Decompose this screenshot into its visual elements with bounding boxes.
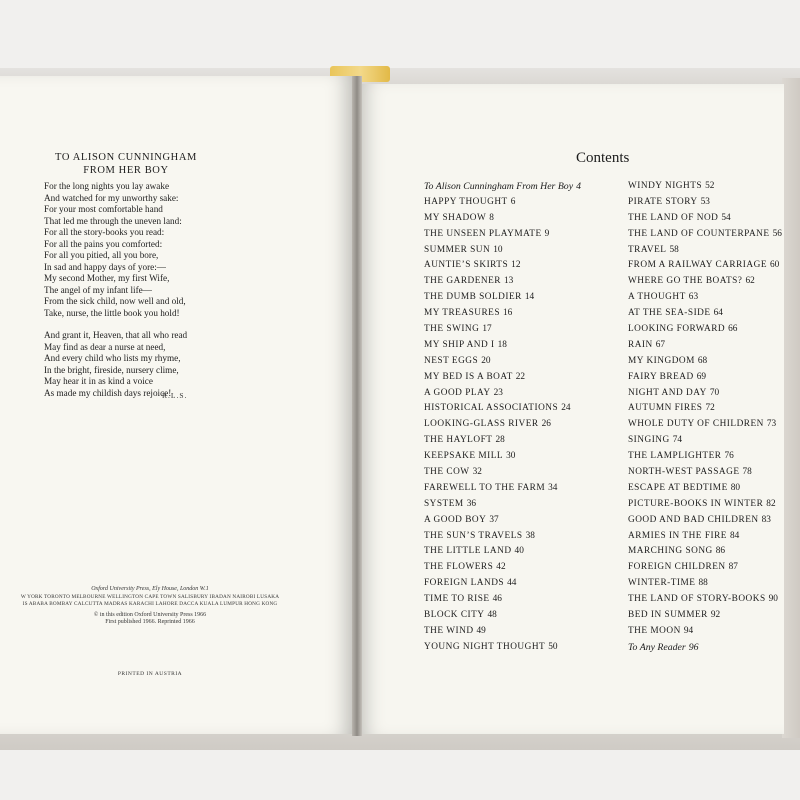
contents-entry [424, 290, 581, 306]
contents-entry-page: 63 [688, 292, 699, 303]
contents-entry [424, 544, 581, 560]
contents-entry [628, 354, 782, 370]
contents-entry-page: 88 [698, 578, 708, 589]
contents-entry [424, 195, 581, 211]
contents-title: Contents [576, 150, 630, 166]
contents-entry [628, 560, 782, 576]
contents-entry-title: MY SHIP AND I [424, 339, 495, 350]
published-line: First published 1966. Reprinted 1966 [105, 619, 195, 626]
contents-entry [424, 624, 581, 640]
contents-entry-title: WHOLE DUTY OF CHILDREN [628, 419, 764, 430]
dedication-heading [46, 151, 206, 177]
contents-entry-page: 87 [728, 562, 738, 573]
contents-entry-page: 56 [772, 228, 782, 239]
contents-entry-page: 68 [697, 355, 708, 366]
poem-line: Take, nurse, the little book you hold! [44, 307, 180, 318]
contents-entry-title: MARCHING SONG [628, 546, 713, 557]
contents-entry [424, 640, 581, 656]
contents-entry-page: 53 [700, 196, 710, 207]
contents-entry [424, 401, 581, 417]
contents-entry-title: THE SWING [424, 324, 480, 335]
contents-entry [628, 592, 782, 608]
contents-entry-page: 84 [729, 530, 740, 541]
contents-entry-page: 14 [524, 292, 535, 303]
contents-entry-page: 80 [730, 482, 741, 493]
contents-entry [424, 306, 581, 322]
poem-line: For your most comfortable hand [44, 204, 163, 214]
contents-entry-title: BED IN SUMMER [628, 610, 708, 621]
contents-entry [424, 560, 581, 576]
contents-entry-page: 38 [525, 530, 535, 541]
poem-line: In the bright, fireside, nursery clime, [44, 364, 179, 375]
publisher-imprint [0, 586, 300, 627]
contents-entry [628, 338, 782, 354]
dedication-heading-line: FROM HER BOY [83, 165, 169, 176]
contents-entry [424, 433, 581, 449]
poem-line: And every child who lists my rhyme, [44, 353, 181, 363]
contents-entry-title: PICTURE-BOOKS IN WINTER [628, 498, 764, 509]
contents-entry-page: 42 [496, 562, 506, 573]
contents-entry [628, 306, 782, 322]
contents-entry [628, 576, 782, 592]
contents-entry [424, 370, 581, 386]
contents-entry [424, 243, 581, 259]
contents-entry-title: MY SHADOW [424, 212, 487, 223]
contents-entry-title: THE GARDENER [424, 276, 502, 287]
contents-entry-title: THE MOON [628, 625, 681, 636]
contents-entry-title: WINTER-TIME [628, 578, 696, 589]
contents-entry-title: THE LAND OF COUNTERPANE [628, 228, 770, 239]
contents-entry-title: THE HAYLOFT [424, 435, 493, 446]
contents-entry-page: 66 [728, 324, 738, 335]
contents-entry-page: 96 [688, 641, 699, 653]
poem-line: May hear it in as kind a voice [44, 376, 153, 386]
publisher-line: Oxford University Press, Ely House, London W.1 [91, 586, 209, 592]
contents-entry-title: GOOD AND BAD CHILDREN [628, 514, 759, 525]
contents-entry-page: 4 [576, 181, 581, 192]
copyright-line: © in this edition Oxford University Press 1966 [93, 611, 207, 618]
contents-entry [628, 497, 782, 513]
contents-entry-page: 58 [669, 244, 679, 255]
contents-entry-page: 92 [710, 610, 721, 621]
contents-entry-page: 52 [705, 181, 715, 191]
contents-entry [424, 481, 581, 497]
poem-line: And grant it, Heaven, that all who read [44, 330, 188, 340]
contents-entry-title: THE WIND [424, 625, 474, 636]
contents-entry [628, 513, 782, 529]
contents-entry-page: 37 [489, 514, 499, 525]
contents-entry-title: SUMMER SUN [424, 244, 491, 255]
contents-entry-title: AUNTIE’S SKIRTS [424, 260, 509, 271]
contents-entry [628, 211, 782, 227]
contents-entry-page: 34 [548, 482, 558, 493]
contents-entry-page: 54 [721, 212, 731, 223]
contents-entry-page: 76 [724, 451, 734, 462]
contents-entry-title: BLOCK CITY [424, 610, 485, 621]
contents-entry-title: THE LAND OF NOD [628, 212, 719, 223]
poem-line: For all the pains you comforted: [44, 238, 163, 249]
contents-entry-title: PIRATE STORY [628, 196, 698, 207]
contents-entry-page: 32 [472, 467, 482, 478]
contents-entry [424, 608, 581, 624]
contents-entry [628, 529, 782, 545]
contents-entry-page: 16 [503, 308, 513, 319]
contents-entry-page: 64 [713, 308, 723, 319]
contents-entry-title: ARMIES IN THE FIRE [628, 530, 727, 541]
contents-entry-page: 49 [476, 625, 486, 636]
book-gutter [352, 76, 362, 736]
contents-entry [424, 354, 581, 370]
contents-entry [628, 386, 782, 402]
contents-entry [424, 529, 581, 545]
dedication-heading-line: TO ALISON CUNNINGHAM [55, 152, 197, 163]
poem-line: From the sick child, now well and old, [44, 296, 186, 306]
contents-entry-title: WHERE GO THE BOATS? [628, 276, 743, 287]
contents-entry-title: MY KINGDOM [628, 355, 695, 366]
contents-entry [628, 433, 782, 449]
poem-line: May find as dear a nurse at need, [44, 341, 166, 352]
contents-entry-page: 18 [497, 339, 507, 350]
contents-entry-page: 48 [487, 610, 497, 621]
poem-line: For all you pitied, all you bore, [44, 250, 159, 260]
poem-line: In sad and happy days of yore:— [44, 261, 166, 272]
contents-entry-title: THE LAND OF STORY-BOOKS [628, 594, 766, 605]
contents-entry-page: 22 [515, 371, 526, 382]
poem-stanza [44, 181, 187, 319]
contents-entry [424, 497, 581, 513]
contents-entry-page: 70 [709, 387, 720, 398]
contents-entry-page: 60 [770, 260, 780, 271]
contents-entry [424, 227, 581, 243]
contents-entry-page: 72 [705, 403, 715, 414]
contents-entry-title: AT THE SEA-SIDE [628, 308, 711, 319]
contents-entry [628, 322, 782, 338]
contents-entry-page: 23 [493, 387, 503, 398]
contents-entry-page: 73 [766, 419, 777, 430]
contents-entry-title: NEST EGGS [424, 355, 479, 366]
contents-entry-page: 62 [745, 276, 755, 287]
contents-entry-title: KEEPSAKE MILL [424, 451, 504, 462]
contents-entry [628, 290, 782, 306]
contents-entry-title: FOREIGN CHILDREN [628, 562, 726, 573]
contents-entry-page: 8 [489, 212, 494, 223]
poem-line: My second Mother, my first Wife, [44, 273, 170, 283]
contents-entry-title: MY BED IS A BOAT [424, 371, 513, 382]
contents-entry [424, 322, 581, 338]
contents-column-left [424, 179, 581, 656]
contents-entry-title: RAIN [628, 339, 653, 350]
contents-entry [628, 640, 782, 656]
contents-entry [424, 274, 581, 290]
contents-entry-title: A GOOD PLAY [424, 387, 491, 398]
contents-entry-page: 82 [766, 498, 776, 509]
contents-entry-title: THE LITTLE LAND [424, 546, 512, 557]
contents-entry-title: MY TREASURES [424, 308, 500, 319]
contents-entry-title: WINDY NIGHTS [628, 181, 703, 191]
contents-entry-title: FROM A RAILWAY CARRIAGE [628, 260, 768, 271]
poem-line: And watched for my unworthy sake: [44, 192, 179, 203]
contents-entry-page: 17 [482, 324, 492, 335]
contents-entry [628, 227, 782, 243]
contents-entry-title: FOREIGN LANDS [424, 578, 505, 589]
contents-entry-page: 24 [561, 403, 571, 414]
contents-entry [424, 513, 581, 529]
contents-entry [424, 211, 581, 227]
poem-line: For the long nights you lay awake [44, 181, 170, 191]
contents-entry-page: 67 [655, 339, 666, 350]
contents-entry-page: 12 [511, 260, 521, 271]
contents-entry-page: 86 [715, 546, 726, 557]
contents-entry-page: 26 [541, 419, 551, 430]
contents-entry-page: 50 [548, 641, 558, 652]
contents-entry-page: 90 [768, 594, 778, 605]
cities-line: IS ABABA BOMBAY CALCUTTA MADRAS KARACHI LAHORE DACCA KUALA LUMPUR HONG KONG [22, 601, 278, 608]
contents-entry-title: YOUNG NIGHT THOUGHT [424, 641, 546, 652]
contents-column-right [628, 179, 782, 656]
contents-entry [628, 481, 782, 497]
contents-entry [628, 417, 782, 433]
contents-entry-title: THE COW [424, 467, 470, 478]
contents-entry-title: NIGHT AND DAY [628, 387, 707, 398]
cities-line: W YORK TORONTO MELBOURNE WELLINGTON CAPE TOWN SALISBURY IBADAN NAIROBI LUSAKA [20, 593, 280, 600]
contents-entry [628, 370, 782, 386]
contents-entry-page: 13 [504, 276, 514, 287]
contents-entry [628, 179, 782, 195]
contents-entry-title: LOOKING FORWARD [628, 324, 726, 335]
contents-entry-title: THE LAMPLIGHTER [628, 451, 722, 462]
contents-entry [628, 608, 782, 624]
contents-entry [628, 624, 782, 640]
contents-entry-title: HAPPY THOUGHT [424, 196, 508, 207]
poem-line: For all the story-books you read: [44, 227, 165, 237]
contents-entry-page: 10 [493, 244, 503, 255]
contents-entry-page: 46 [492, 594, 502, 605]
poem-line: The angel of my infant life— [44, 284, 152, 295]
contents-entry [628, 544, 782, 560]
contents-entry-title: FAREWELL TO THE FARM [424, 482, 546, 493]
contents-entry-title: TIME TO RISE [424, 594, 490, 605]
contents-entry-page: 83 [761, 514, 771, 525]
contents-entry-title: To Alison Cunningham From Her Boy [424, 181, 574, 192]
contents-entry [628, 243, 782, 259]
contents-entry-title: A THOUGHT [628, 292, 686, 303]
contents-entry-title: HISTORICAL ASSOCIATIONS [424, 403, 559, 414]
book-cover-right-edge [782, 78, 800, 738]
contents-entry-title: THE SUN’S TRAVELS [424, 530, 523, 541]
signature-initials: R.L.S. [162, 391, 188, 400]
contents-entry-page: 69 [696, 371, 706, 382]
contents-entry-page: 40 [514, 546, 524, 557]
contents-entry-title: AUTUMN FIRES [628, 403, 703, 414]
contents-entry [424, 338, 581, 354]
contents-entry [424, 417, 581, 433]
contents-entry [628, 195, 782, 211]
contents-entry-page: 28 [495, 435, 505, 446]
contents-entry-title: LOOKING-GLASS RIVER [424, 419, 539, 430]
contents-entry-page: 6 [510, 196, 516, 207]
poem-line: As made my childish days rejoice! [44, 387, 172, 398]
contents-entry [628, 449, 782, 465]
contents-entry [424, 592, 581, 608]
contents-entry-title: THE DUMB SOLDIER [424, 292, 522, 303]
contents-entry-title: ESCAPE AT BEDTIME [628, 482, 728, 493]
contents-entry-page: 20 [481, 355, 491, 366]
contents-entry-page: 36 [466, 498, 476, 509]
contents-entry-page: 9 [544, 228, 550, 239]
contents-entry-title: SINGING [628, 435, 670, 446]
contents-entry [628, 258, 782, 274]
printed-in-line: PRINTED IN AUSTRIA [117, 671, 183, 677]
contents-entry-page: 44 [507, 578, 517, 589]
contents-entry [424, 386, 581, 402]
contents-entry [424, 465, 581, 481]
contents-entry [424, 576, 581, 592]
contents-entry-page: 78 [742, 467, 752, 478]
contents-entry-page: 94 [683, 625, 694, 636]
poem-line: That led me through the uneven land: [44, 215, 182, 226]
contents-entry-title: SYSTEM [424, 498, 464, 509]
dedication-poem [44, 181, 187, 410]
poem-stanza [44, 330, 187, 399]
contents-entry-title: THE FLOWERS [424, 562, 494, 573]
contents-entry [424, 449, 581, 465]
contents-entry [628, 401, 782, 417]
contents-entry [628, 465, 782, 481]
contents-entry [628, 274, 782, 290]
contents-entry-page: 74 [672, 435, 683, 446]
contents-entry-title: TRAVEL [628, 244, 667, 255]
contents-entry-title: THE UNSEEN PLAYMATE [424, 228, 542, 239]
contents-entry-title: FAIRY BREAD [628, 371, 694, 382]
contents-entry-page: 30 [506, 451, 516, 462]
contents-entry-title: To Any Reader [628, 641, 686, 653]
contents-entry [424, 179, 581, 195]
contents-entry-title: NORTH-WEST PASSAGE [628, 467, 740, 478]
contents-entry-title: A GOOD BOY [424, 514, 487, 525]
contents-entry [424, 258, 581, 274]
